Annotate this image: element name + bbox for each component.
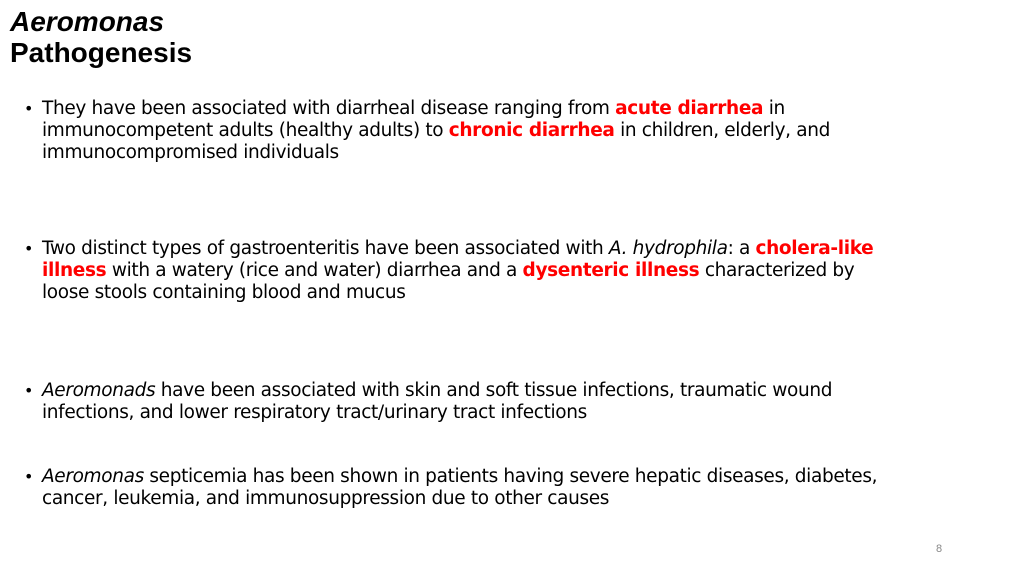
text-segment: in immunocompetent adults (healthy adults) to bbox=[42, 98, 785, 141]
bullet-item-septicemia bbox=[24, 466, 904, 510]
highlight-term: chronic diarrhea bbox=[448, 120, 615, 141]
bullet-item-infections bbox=[24, 380, 904, 424]
text-segment: characterized by loose stools containing blood and mucus bbox=[42, 260, 855, 303]
bullet-icon: • bbox=[24, 239, 34, 258]
text-segment: with a watery (rice and water) diarrhea and a bbox=[106, 260, 523, 281]
bullet-text bbox=[42, 380, 904, 424]
page-number: 8 bbox=[936, 543, 943, 555]
bullet-icon: • bbox=[24, 99, 34, 118]
species-name: A. hydrophila bbox=[608, 238, 728, 259]
slide-title bbox=[10, 6, 192, 68]
text-segment: septicemia has been shown in patients having severe hepatic diseases, diabetes, cancer, leukemia, and immunosuppression due to other causes bbox=[42, 466, 878, 509]
highlight-term: cholera-like illness bbox=[42, 238, 874, 281]
bullet-icon: • bbox=[24, 467, 34, 486]
title-line-genus: Aeromonas bbox=[10, 6, 165, 37]
bullet-text bbox=[42, 238, 904, 304]
genus-name: Aeromonads bbox=[42, 380, 156, 401]
highlight-term: dysenteric illness bbox=[522, 260, 700, 281]
text-segment: in children, elderly, and immunocompromised individuals bbox=[42, 120, 830, 163]
bullet-text bbox=[42, 98, 904, 164]
text-segment: Two distinct types of gastroenteritis have been associated with bbox=[42, 238, 609, 259]
title-line-topic: Pathogenesis bbox=[10, 37, 193, 68]
bullet-item-diarrheal-disease bbox=[24, 98, 904, 164]
highlight-term: acute diarrhea bbox=[615, 98, 764, 119]
text-segment: : a bbox=[727, 238, 756, 259]
bullet-text bbox=[42, 466, 904, 510]
bullet-item-gastroenteritis bbox=[24, 238, 904, 304]
text-segment: They have been associated with diarrheal disease ranging from bbox=[42, 98, 616, 119]
text-segment: have been associated with skin and soft tissue infections, traumatic wound infections, and lower respiratory tract/urinary tract infections bbox=[42, 380, 833, 423]
bullet-icon: • bbox=[24, 381, 34, 400]
genus-name: Aeromonas bbox=[42, 466, 144, 487]
